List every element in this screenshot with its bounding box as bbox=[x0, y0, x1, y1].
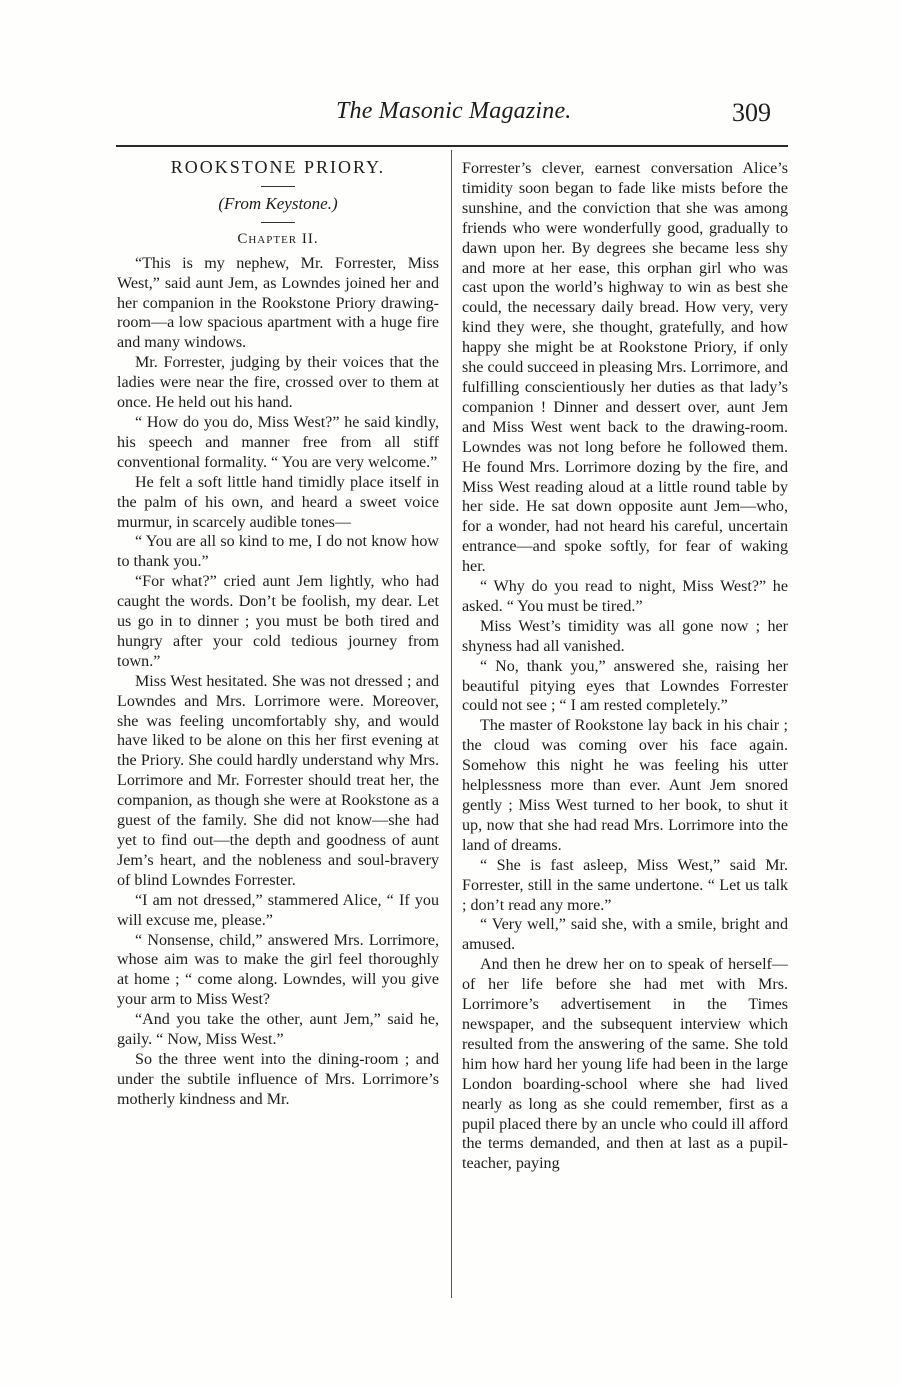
paragraph: “ Very well,” said she, with a smile, bright and amused. bbox=[462, 916, 788, 954]
source-rule bbox=[261, 222, 295, 223]
running-title: The Masonic Magazine. bbox=[336, 98, 572, 124]
title-rule bbox=[261, 186, 295, 187]
paragraph: He felt a soft little hand timidly place itself in the palm of his own, and heard a sweet voice murmur, in scarcely audible tones— bbox=[117, 473, 439, 531]
paragraph: “I am not dressed,” stammered Alice, “ If you will excuse me, please.” bbox=[117, 891, 439, 929]
paragraph: Miss West hesitated. She was not dressed ; and Lowndes and Mrs. Lorrimore were. Moreover, she was feeling uncomfortably shy, and would have liked to be alone on this her first evening at the Priory. She could hardly understand why Mrs. Lorrimore and Mr. Forrester should treat her, the companion, as though she were at Rookstone as a guest of the family. She did not know—she had yet to find out—the depth and goodness of aunt Jem’s heart, and the nobleness and soul-bravery of blind Lowndes Forrester. bbox=[117, 672, 439, 889]
paragraph: Mr. Forrester, judging by their voices that the ladies were near the fire, crossed over to them at once. He held out his hand. bbox=[117, 354, 439, 412]
chapter-heading: Chapter II. bbox=[237, 230, 319, 247]
paragraph: “ No, thank you,” answered she, raising her beautiful pitying eyes that Lowndes Forrester could not see ; “ I am rested completely.” bbox=[462, 657, 788, 715]
column-divider bbox=[451, 150, 452, 1298]
paragraph: “This is my nephew, Mr. Forrester, Miss West,” said aunt Jem, as Lowndes joined her and her companion in the Rookstone Priory drawing-room—a low spacious apartment with a huge fire and many windows. bbox=[117, 254, 439, 352]
paragraph: “ Nonsense, child,” answered Mrs. Lorrimore, whose aim was to make the girl feel thoroughly at home ; “ come along. Lowndes, will you give your arm to Miss West? bbox=[117, 931, 439, 1009]
paragraph: “ She is fast asleep, Miss West,” said Mr. Forrester, still in the same undertone. “ Let us talk ; don’t read any more.” bbox=[462, 856, 788, 914]
paragraph: So the three went into the dining-room ; and under the subtile influence of Mrs. Lorrimore’s motherly kindness and Mr. bbox=[117, 1050, 439, 1108]
header-rule bbox=[116, 145, 788, 147]
paragraph: Forrester’s clever, earnest conversation Alice’s timidity soon began to fade like mists before the sunshine, and the conviction that she was among friends who were wonderfully good, gradually to dawn upon her. By degrees she became less shy and more at her ease, this orphan girl who was cast upon the world’s highway to win as best she could, the necessary daily bread. How very, very kind they were, she thought, gratefully, and how happy she might be at Rookstone Priory, if only she could succeed in pleasing Mrs. Lorrimore, and fulfilling conscientiously her duties as that lady’s companion ! Dinner and dessert over, aunt Jem and Miss West went back to the drawing-room. Lowndes was not long before he followed them. He found Mrs. Lorrimore dozing by the fire, and Miss West reading aloud at a little round table by her side. He sat down opposite aunt Jem—who, for a wonder, had not heard his careful, uncertain entrance—and spoke softly, for fear of waking her. bbox=[462, 160, 788, 576]
article-title: ROOKSTONE PRIORY. bbox=[170, 157, 386, 177]
paragraph: “ You are all so kind to me, I do not know how to thank you.” bbox=[117, 533, 439, 571]
paragraph: “ Why do you read to night, Miss West?” he asked. “ You must be tired.” bbox=[462, 578, 788, 615]
article-source: (From Keystone.) bbox=[218, 193, 338, 213]
paragraph: “And you take the other, aunt Jem,” said he, gaily. “ Now, Miss West.” bbox=[117, 1011, 439, 1049]
page-number: 309 bbox=[732, 98, 771, 127]
paragraph: “For what?” cried aunt Jem lightly, who had caught the words. Don’t be foolish, my dear. Let us go in to dinner ; you must be both tired and hungry after your cold tedious journey from town.” bbox=[117, 573, 439, 670]
left-column bbox=[117, 156, 439, 1110]
right-column bbox=[462, 159, 788, 1174]
paragraph: “ How do you do, Miss West?” he said kindly, his speech and manner free from all stiff conventional formality. “ You are very welcome.” bbox=[117, 413, 439, 471]
paragraph: The master of Rookstone lay back in his chair ; the cloud was coming over his face again. Somehow this night he was feeling his utter helplessness more than ever. Aunt Jem snored gently ; Miss West turned to her book, to shut it up, now that she had read Mrs. Lorrimore into the land of dreams. bbox=[462, 717, 788, 854]
paragraph: Miss West’s timidity was all gone now ; her shyness had all vanished. bbox=[462, 617, 788, 655]
paragraph: And then he drew her on to speak of herself—of her life before she had met with Mrs. Lorrimore’s advertisement in the Times newspaper, and the subsequent interview which resulted from the answering of the same. She told him how hard her young life had been in the large London boarding-school where she had lived nearly as long as she could remember, first as a pupil placed there by an uncle who could ill afford the terms demanded, and then at last as a pupil-teacher, paying bbox=[462, 956, 788, 1173]
